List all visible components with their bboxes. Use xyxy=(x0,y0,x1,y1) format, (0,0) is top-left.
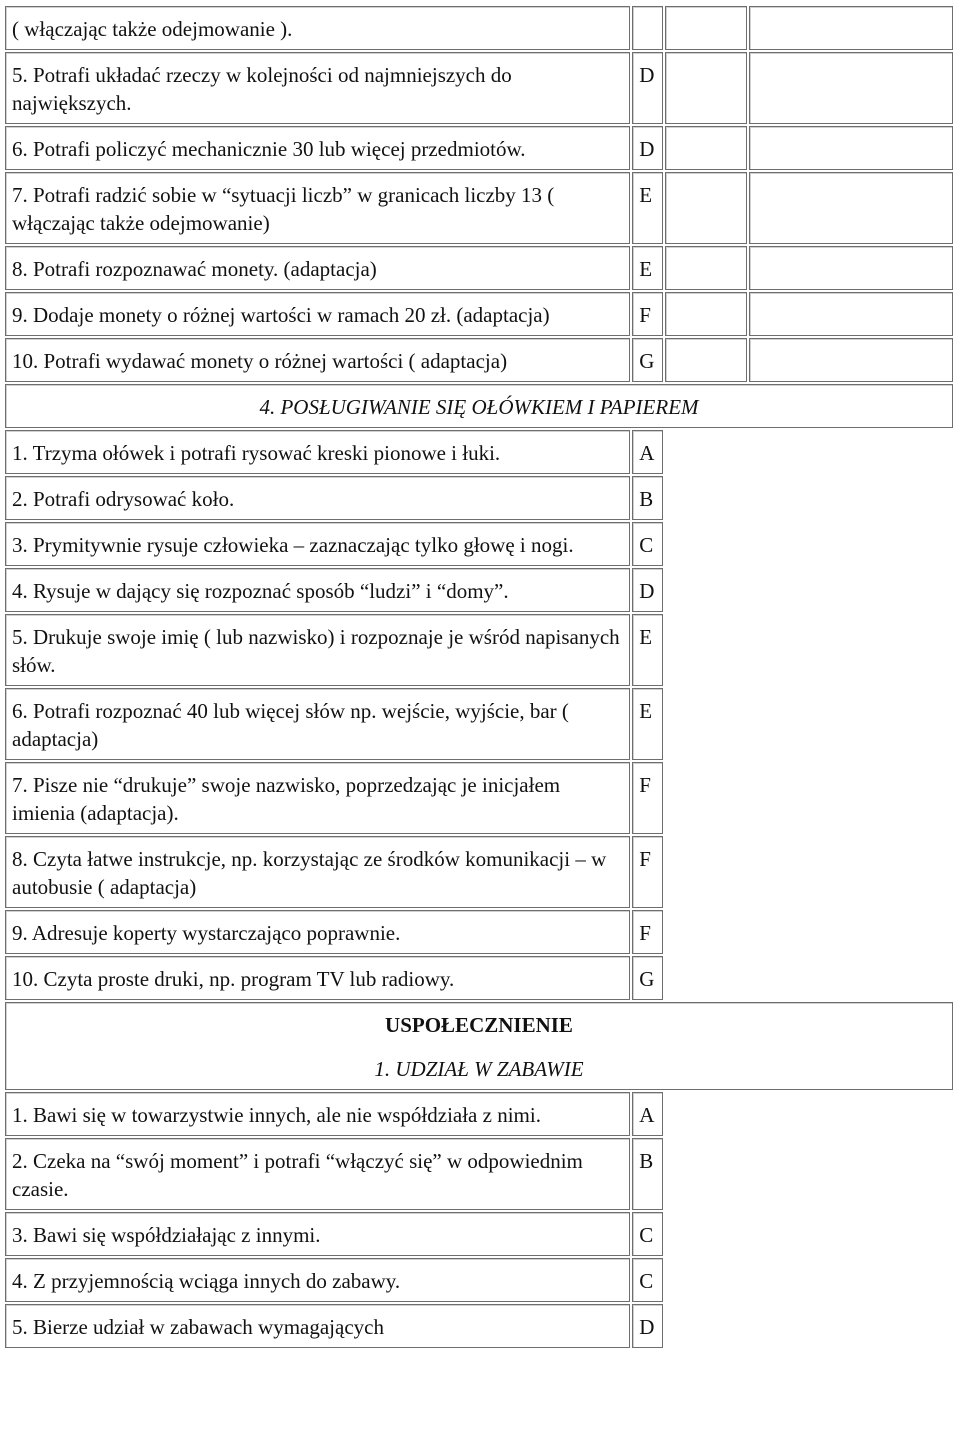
empty-cell xyxy=(749,246,953,290)
item-level: B xyxy=(632,1138,662,1210)
table-row xyxy=(5,126,953,170)
item-level: G xyxy=(632,956,662,1000)
table-row xyxy=(5,522,953,566)
blank-space xyxy=(665,522,953,566)
item-level: E xyxy=(632,614,662,686)
section-counting-rows xyxy=(5,6,953,382)
table-row xyxy=(5,430,953,474)
section-heading-social xyxy=(5,1002,953,1090)
item-text: 7. Potrafi radzić sobie w “sytuacji liczb” w granicach liczby 13 ( włączając także odejmowanie) xyxy=(5,172,630,244)
blank-space xyxy=(665,1212,953,1256)
blank-space xyxy=(665,1138,953,1210)
table-row xyxy=(5,1304,953,1348)
item-level: B xyxy=(632,476,662,520)
empty-cell xyxy=(749,126,953,170)
item-level: E xyxy=(632,246,662,290)
item-text: 3. Prymitywnie rysuje człowieka – zaznaczając tylko głowę i nogi. xyxy=(5,522,630,566)
table-row xyxy=(5,6,953,50)
blank-space xyxy=(665,836,953,908)
table-row xyxy=(5,338,953,382)
blank-space xyxy=(665,956,953,1000)
empty-cell xyxy=(749,172,953,244)
empty-cell xyxy=(749,338,953,382)
empty-cell xyxy=(665,246,748,290)
empty-cell xyxy=(665,6,748,50)
table-row xyxy=(5,956,953,1000)
table-row xyxy=(5,52,953,124)
section-pencil xyxy=(5,384,953,428)
blank-space xyxy=(665,762,953,834)
item-text: 10. Potrafi wydawać monety o różnej wartości ( adaptacja) xyxy=(5,338,630,382)
item-text: 5. Potrafi układać rzeczy w kolejności od najmniejszych do największych. xyxy=(5,52,630,124)
section-pencil-rows xyxy=(5,430,953,1000)
empty-cell xyxy=(749,292,953,336)
table-row xyxy=(5,172,953,244)
item-text: 10. Czyta proste druki, np. program TV lub radiowy. xyxy=(5,956,630,1000)
item-level: D xyxy=(632,126,662,170)
item-text: 5. Drukuje swoje imię ( lub nazwisko) i rozpoznaje je wśród napisanych słów. xyxy=(5,614,630,686)
blank-space xyxy=(665,910,953,954)
empty-cell xyxy=(749,6,953,50)
section-header-row xyxy=(5,1002,953,1090)
table-row xyxy=(5,1212,953,1256)
item-text: 8. Czyta łatwe instrukcje, np. korzystając ze środków komunikacji – w autobusie ( adaptacja) xyxy=(5,836,630,908)
assessment-table xyxy=(3,4,955,1350)
item-level: C xyxy=(632,1258,662,1302)
table-row xyxy=(5,246,953,290)
item-level: D xyxy=(632,52,662,124)
section-title-social: USPOŁECZNIENIE xyxy=(385,1013,573,1037)
blank-space xyxy=(665,476,953,520)
item-level: A xyxy=(632,430,662,474)
blank-space xyxy=(665,1092,953,1136)
empty-cell xyxy=(665,126,748,170)
table-row xyxy=(5,568,953,612)
blank-space xyxy=(665,688,953,760)
table-row xyxy=(5,1092,953,1136)
table-row xyxy=(5,1258,953,1302)
item-text: 6. Potrafi policzyć mechanicznie 30 lub więcej przedmiotów. xyxy=(5,126,630,170)
item-text: 6. Potrafi rozpoznać 40 lub więcej słów np. wejście, wyjście, bar ( adaptacja) xyxy=(5,688,630,760)
table-row xyxy=(5,614,953,686)
item-level: D xyxy=(632,568,662,612)
blank-space xyxy=(665,430,953,474)
empty-cell xyxy=(665,52,748,124)
item-level xyxy=(632,6,662,50)
item-level: F xyxy=(632,910,662,954)
item-text: 9. Dodaje monety o różnej wartości w ramach 20 zł. (adaptacja) xyxy=(5,292,630,336)
empty-cell xyxy=(665,338,748,382)
item-text: 9. Adresuje koperty wystarczająco poprawnie. xyxy=(5,910,630,954)
item-level: F xyxy=(632,292,662,336)
table-row xyxy=(5,476,953,520)
item-level: G xyxy=(632,338,662,382)
item-text: 5. Bierze udział w zabawach wymagających xyxy=(5,1304,630,1348)
item-text: 8. Potrafi rozpoznawać monety. (adaptacja) xyxy=(5,246,630,290)
empty-cell xyxy=(665,172,748,244)
table-row xyxy=(5,292,953,336)
item-level: E xyxy=(632,172,662,244)
item-level: C xyxy=(632,1212,662,1256)
item-text: 2. Czeka na “swój moment” i potrafi “włączyć się” w odpowiednim czasie. xyxy=(5,1138,630,1210)
blank-space xyxy=(665,1304,953,1348)
table-row xyxy=(5,762,953,834)
section-title-pencil: 4. POSŁUGIWANIE SIĘ OŁÓWKIEM I PAPIEREM xyxy=(5,384,953,428)
item-text: 3. Bawi się współdziałając z innymi. xyxy=(5,1212,630,1256)
item-text: 1. Bawi się w towarzystwie innych, ale nie współdziała z nimi. xyxy=(5,1092,630,1136)
blank-space xyxy=(665,614,953,686)
empty-cell xyxy=(665,292,748,336)
item-level: C xyxy=(632,522,662,566)
section-subtitle-play: 1. UDZIAŁ W ZABAWIE xyxy=(374,1057,584,1081)
item-text: 2. Potrafi odrysować koło. xyxy=(5,476,630,520)
table-row xyxy=(5,910,953,954)
table-row xyxy=(5,836,953,908)
item-level: D xyxy=(632,1304,662,1348)
item-text: 4. Z przyjemnością wciąga innych do zabawy. xyxy=(5,1258,630,1302)
item-level: F xyxy=(632,762,662,834)
section-social xyxy=(5,1002,953,1090)
blank-space xyxy=(665,1258,953,1302)
section-social-rows xyxy=(5,1092,953,1348)
item-text: 1. Trzyma ołówek i potrafi rysować kreski pionowe i łuki. xyxy=(5,430,630,474)
item-text: ( włączając także odejmowanie ). xyxy=(5,6,630,50)
item-text: 7. Pisze nie “drukuje” swoje nazwisko, poprzedzając je inicjałem imienia (adaptacja). xyxy=(5,762,630,834)
item-level: F xyxy=(632,836,662,908)
table-row xyxy=(5,1138,953,1210)
section-header-row xyxy=(5,384,953,428)
empty-cell xyxy=(749,52,953,124)
item-level: A xyxy=(632,1092,662,1136)
item-text: 4. Rysuje w dający się rozpoznać sposób “ludzi” i “domy”. xyxy=(5,568,630,612)
blank-space xyxy=(665,568,953,612)
table-row xyxy=(5,688,953,760)
item-level: E xyxy=(632,688,662,760)
